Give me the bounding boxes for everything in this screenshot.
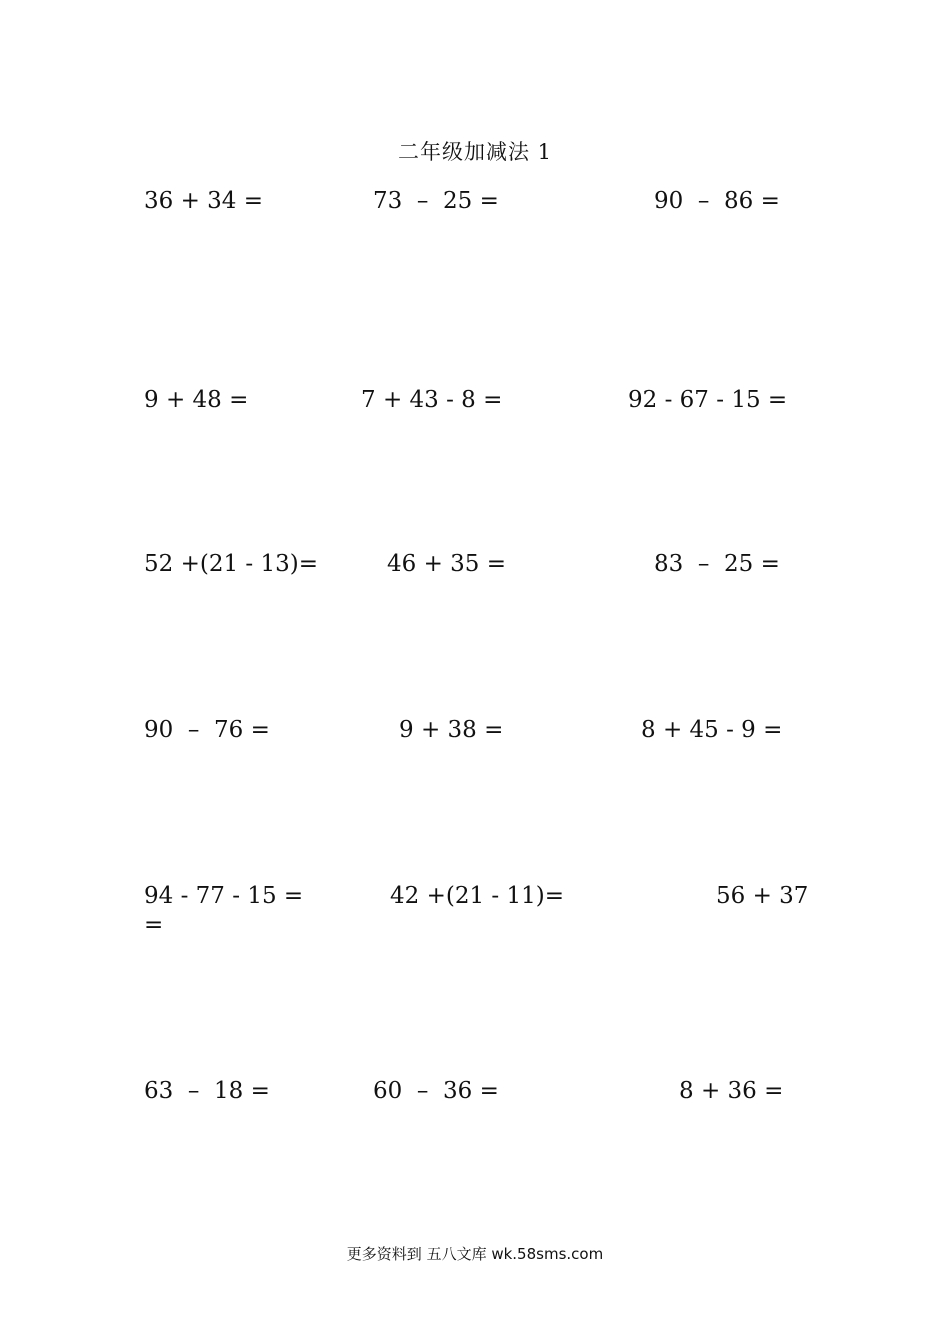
problem-r2-c2: 7 + 43 - 8 = xyxy=(361,387,503,413)
problem-r3-c1: 52 +(21 - 13)= xyxy=(144,551,318,577)
problem-r6-c3: 8 + 36 = xyxy=(679,1078,784,1104)
problem-r4-c3: 8 + 45 - 9 = xyxy=(641,717,783,743)
problem-r2-c3: 92 - 67 - 15 = xyxy=(628,387,788,413)
problem-r4-c1: 90 – 76 = xyxy=(144,717,270,743)
footer-source-text: 更多资料到 五八文库 wk.58sms.com xyxy=(346,1245,604,1263)
problem-r2-c1: 9 + 48 = xyxy=(144,387,249,413)
problem-r3-c3: 83 – 25 = xyxy=(654,551,780,577)
problem-r6-c1: 63 – 18 = xyxy=(144,1078,270,1104)
problem-r6-c2: 60 – 36 = xyxy=(373,1078,499,1104)
problem-r1-c1: 36 + 34 = xyxy=(144,188,264,214)
problem-r5-c3: 56 + 37 xyxy=(716,883,809,909)
problem-r4-c2: 9 + 38 = xyxy=(399,717,504,743)
problem-r1-c3: 90 – 86 = xyxy=(654,188,780,214)
problem-r5-c1-wrap: = xyxy=(144,912,164,938)
problem-r1-c2: 73 – 25 = xyxy=(373,188,499,214)
problem-r5-c1: 94 - 77 - 15 = xyxy=(144,883,304,909)
page-title: 二年级加减法 1 xyxy=(397,140,553,164)
problem-r3-c2: 46 + 35 = xyxy=(387,551,507,577)
problem-r5-c2: 42 +(21 - 11)= xyxy=(390,883,564,909)
